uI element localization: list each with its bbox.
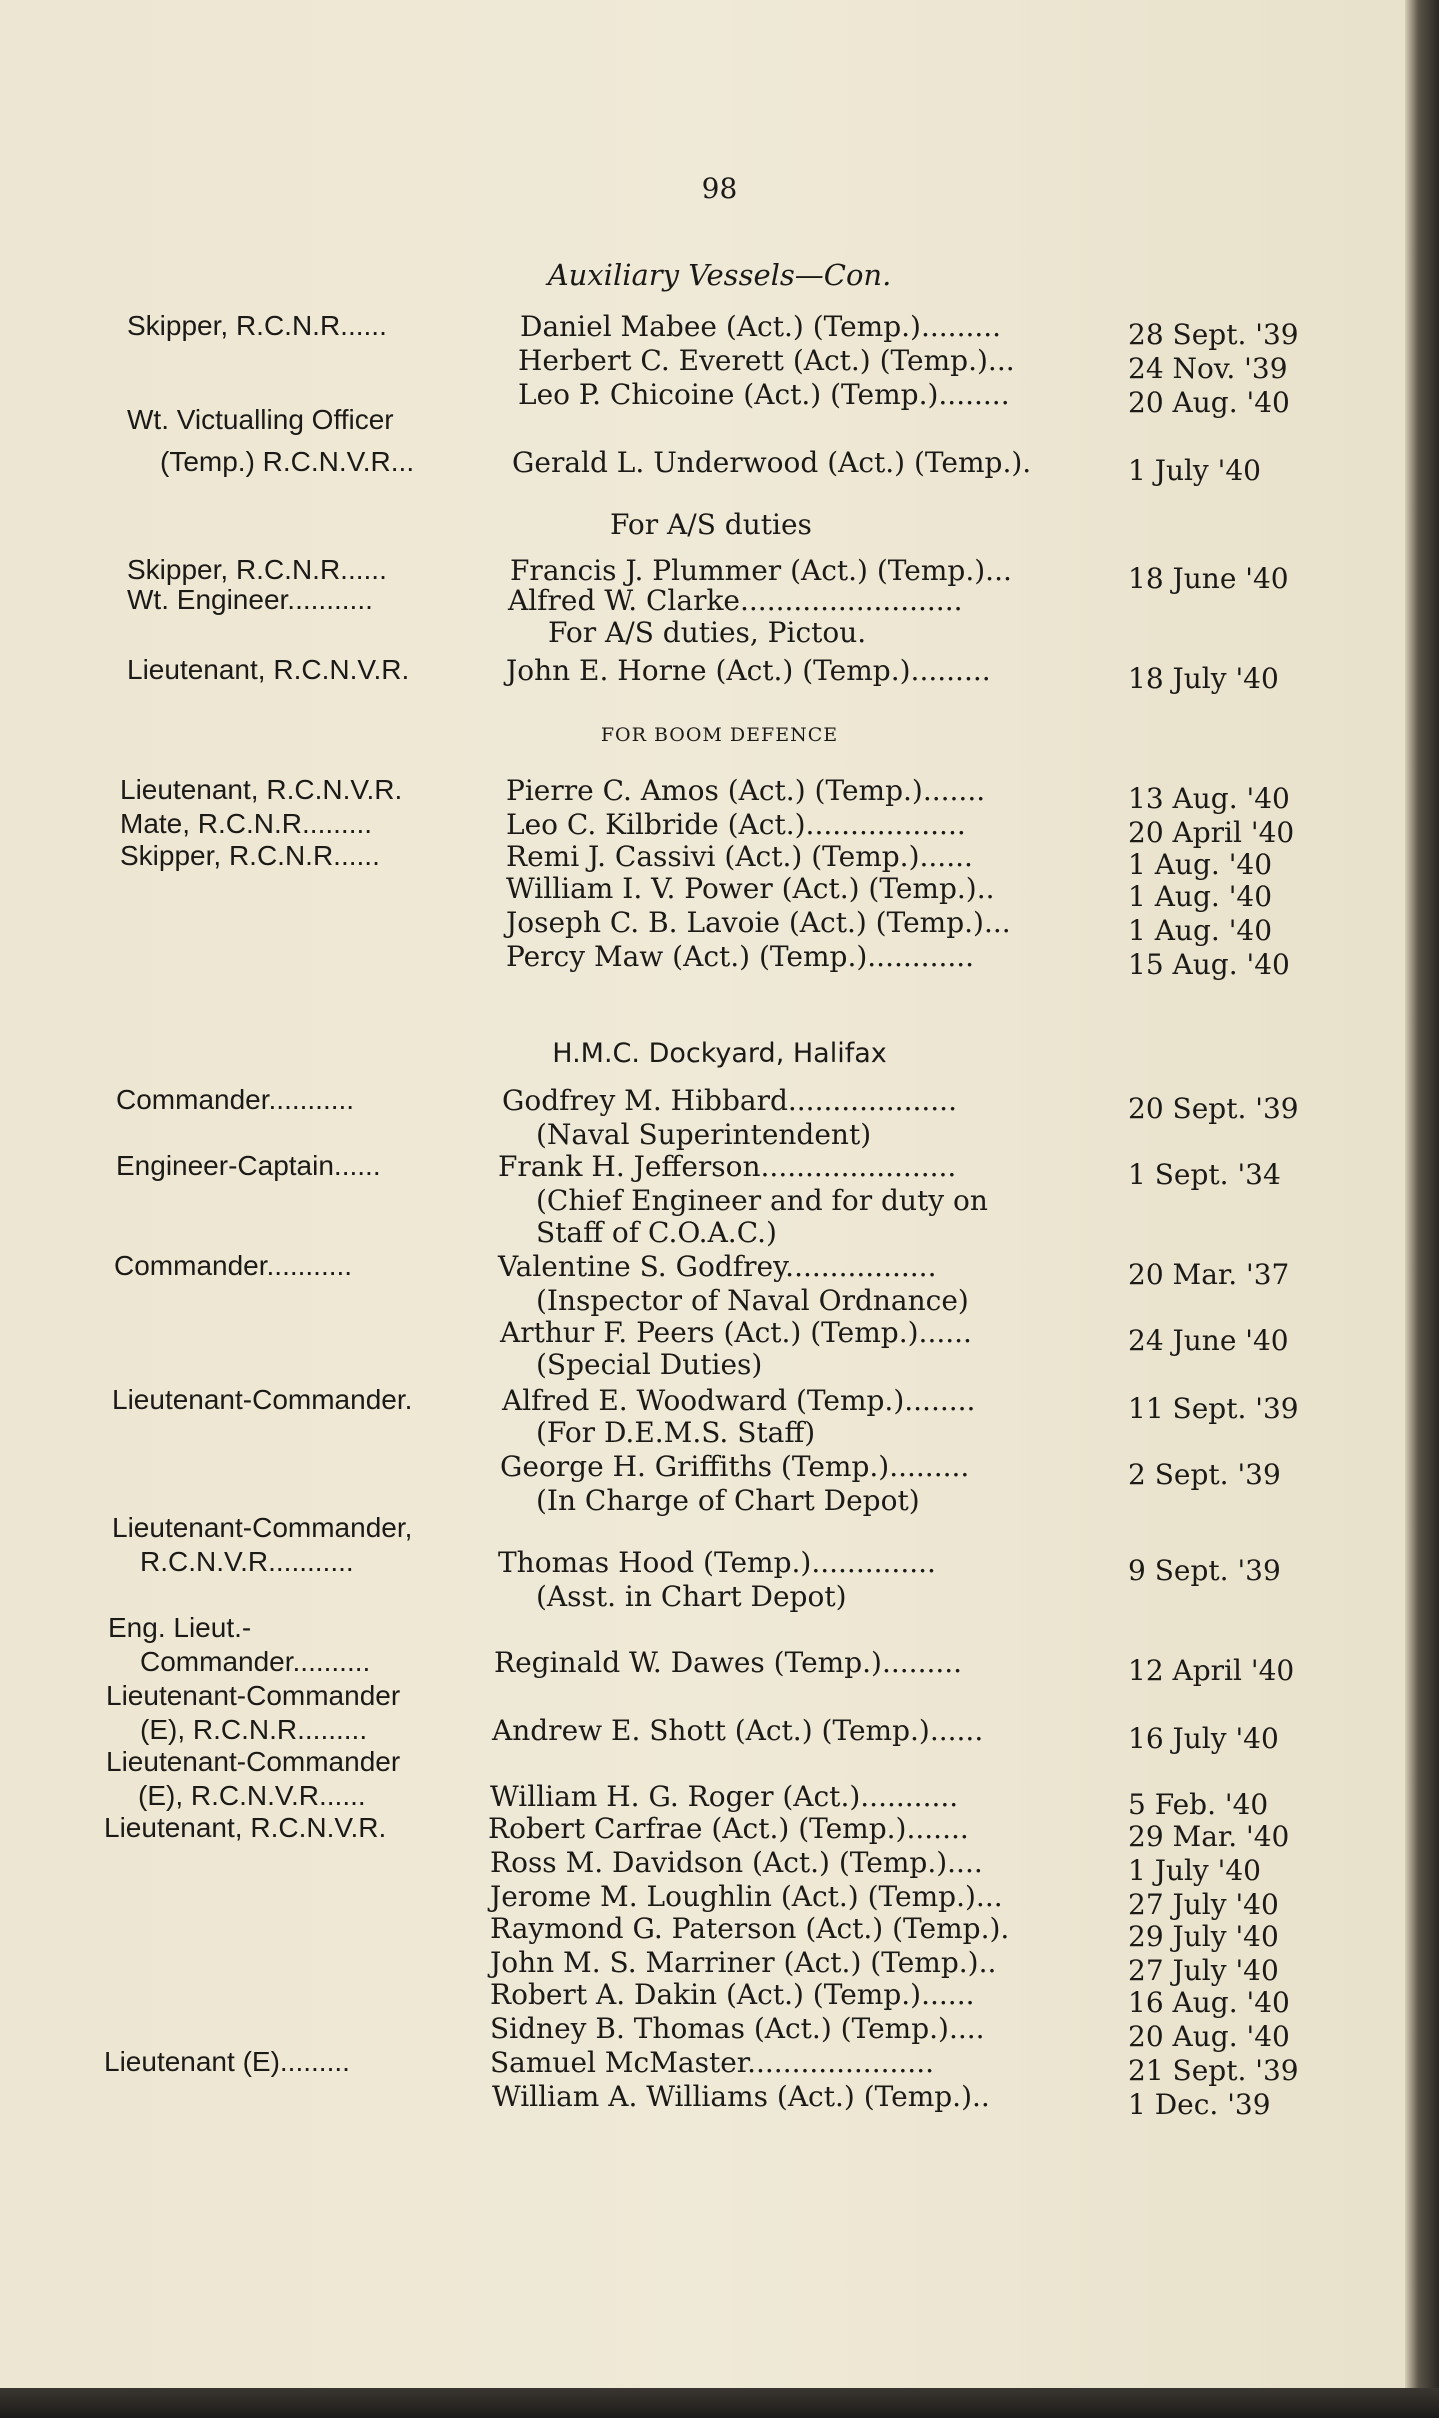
section-heading-auxiliary: Auxiliary Vessels—Con. (547, 258, 892, 292)
entry-name: (For D.E.M.S. Staff) (536, 1416, 816, 1449)
entry-name: Thomas Hood (Temp.).............. (498, 1546, 936, 1579)
entry-date: 11 Sept. '39 (1128, 1392, 1299, 1425)
entry-date: 29 July '40 (1128, 1920, 1279, 1953)
entry-name: Staff of C.O.A.C.) (536, 1216, 777, 1249)
scan-bottom-border (0, 2388, 1439, 2418)
entry-rank: (E), R.C.N.R......... (140, 1714, 368, 1745)
entry-name: Percy Maw (Act.) (Temp.)............ (506, 940, 975, 973)
entry-name: (In Charge of Chart Depot) (536, 1484, 920, 1517)
entry-rank: R.C.N.V.R........... (140, 1546, 354, 1577)
entry-name: Remi J. Cassivi (Act.) (Temp.)...... (506, 840, 973, 873)
section-heading-dockyard: H.M.C. Dockyard, Halifax (552, 1038, 887, 1069)
entry-date: 20 Sept. '39 (1128, 1092, 1299, 1125)
entry-name: Leo C. Kilbride (Act.).................. (506, 808, 966, 841)
entry-name: Godfrey M. Hibbard................... (502, 1084, 957, 1117)
entry-name: Alfred E. Woodward (Temp.)........ (502, 1384, 976, 1417)
entry-name: (Special Duties) (536, 1348, 763, 1381)
entry-rank: Lieutenant-Commander (106, 1680, 401, 1711)
section-heading-boom-defence: FOR BOOM DEFENCE (600, 724, 839, 746)
entry-rank: Mate, R.C.N.R......... (120, 808, 373, 839)
entry-date: 16 Aug. '40 (1128, 1986, 1290, 2019)
entry-date: 2 Sept. '39 (1128, 1458, 1281, 1491)
entry-name: Samuel McMaster..................... (490, 2046, 935, 2079)
entry-name: John M. S. Marriner (Act.) (Temp.).. (490, 1946, 997, 1979)
entry-name: Robert Carfrae (Act.) (Temp.)....... (488, 1812, 969, 1845)
entry-date: 21 Sept. '39 (1128, 2054, 1299, 2087)
entry-name: Gerald L. Underwood (Act.) (Temp.). (512, 446, 1032, 479)
entry-name: Daniel Mabee (Act.) (Temp.)......... (520, 310, 1002, 343)
entry-rank: Lieutenant, R.C.N.V.R. (104, 1812, 387, 1843)
entry-name: Ross M. Davidson (Act.) (Temp.).... (490, 1846, 983, 1879)
entry-date: 18 July '40 (1128, 662, 1279, 695)
page-number: 98 (701, 172, 738, 205)
entry-name: Valentine S. Godfrey................. (498, 1250, 937, 1283)
entry-rank: Lieutenant (E)......... (104, 2046, 350, 2077)
entry-date: 16 July '40 (1128, 1722, 1279, 1755)
entry-date: 1 Aug. '40 (1128, 880, 1273, 913)
entry-rank: Wt. Engineer........... (127, 584, 373, 615)
entry-name: William I. V. Power (Act.) (Temp.).. (506, 872, 995, 905)
entry-name: Reginald W. Dawes (Temp.)......... (494, 1646, 963, 1679)
entry-name: Herbert C. Everett (Act.) (Temp.)... (518, 344, 1015, 377)
entry-rank: Engineer-Captain...... (116, 1150, 381, 1181)
entry-name: Jerome M. Loughlin (Act.) (Temp.)... (490, 1880, 1003, 1913)
entry-name: William A. Williams (Act.) (Temp.).. (492, 2080, 990, 2113)
entry-rank: Skipper, R.C.N.R...... (120, 840, 380, 871)
entry-date: 1 Sept. '34 (1128, 1158, 1281, 1191)
entry-name: Raymond G. Paterson (Act.) (Temp.). (490, 1912, 1010, 1945)
entry-rank: (Temp.) R.C.N.V.R... (160, 446, 415, 477)
entry-date: 20 Aug. '40 (1128, 2020, 1290, 2053)
entry-rank: Lieutenant, R.C.N.V.R. (120, 774, 403, 805)
entry-date: 1 Aug. '40 (1128, 914, 1273, 947)
entry-date: 27 July '40 (1128, 1954, 1279, 1987)
entry-date: 1 Aug. '40 (1128, 848, 1273, 881)
entry-date: 12 April '40 (1128, 1654, 1295, 1687)
entry-name: Robert A. Dakin (Act.) (Temp.)...... (490, 1978, 975, 2011)
entry-rank: (E), R.C.N.V.R...... (138, 1780, 366, 1811)
entry-date: 29 Mar. '40 (1128, 1820, 1290, 1853)
entry-name: Andrew E. Shott (Act.) (Temp.)...... (492, 1714, 984, 1747)
entry-date: 15 Aug. '40 (1128, 948, 1290, 981)
entry-date: 5 Feb. '40 (1128, 1788, 1269, 1821)
subheading-as-duties: For A/S duties (610, 508, 812, 541)
entry-date: 1 Dec. '39 (1128, 2088, 1271, 2121)
entry-date: 1 July '40 (1128, 1854, 1261, 1887)
entry-date: 20 Aug. '40 (1128, 386, 1290, 419)
entry-name: William H. G. Roger (Act.)........... (490, 1780, 959, 1813)
entry-date: 27 July '40 (1128, 1888, 1279, 1921)
entry-date: 20 April '40 (1128, 816, 1295, 849)
entry-name: George H. Griffiths (Temp.)......... (500, 1450, 970, 1483)
entry-name: Joseph C. B. Lavoie (Act.) (Temp.)... (506, 906, 1011, 939)
entry-name: (Naval Superintendent) (536, 1118, 872, 1151)
entry-name: Sidney B. Thomas (Act.) (Temp.).... (490, 2012, 985, 2045)
entry-date: 18 June '40 (1128, 562, 1289, 595)
entry-name: (Inspector of Naval Ordnance) (536, 1284, 969, 1317)
entry-name: (Chief Engineer and for duty on (536, 1184, 988, 1217)
entry-name: John E. Horne (Act.) (Temp.)......... (506, 654, 991, 687)
entry-date: 28 Sept. '39 (1128, 318, 1299, 351)
entry-rank: Commander.......... (140, 1646, 371, 1677)
entry-rank: Lieutenant, R.C.N.V.R. (127, 654, 410, 685)
entry-rank: Commander........... (116, 1084, 355, 1115)
entry-rank: Wt. Victualling Officer (127, 404, 394, 435)
entry-name: Arthur F. Peers (Act.) (Temp.)...... (500, 1316, 972, 1349)
entry-name: Frank H. Jefferson...................... (498, 1150, 957, 1183)
entry-rank: Eng. Lieut.- (108, 1612, 252, 1643)
entry-date: 24 June '40 (1128, 1324, 1289, 1357)
entry-rank: Lieutenant-Commander (106, 1746, 401, 1777)
entry-name: Leo P. Chicoine (Act.) (Temp.)........ (518, 378, 1010, 411)
entry-rank: Skipper, R.C.N.R...... (127, 554, 387, 585)
entry-name: Pierre C. Amos (Act.) (Temp.)....... (506, 774, 986, 807)
entry-name: (Asst. in Chart Depot) (536, 1580, 847, 1613)
entry-date: 13 Aug. '40 (1128, 782, 1290, 815)
entry-date: 9 Sept. '39 (1128, 1554, 1281, 1587)
entry-name: Alfred W. Clarke......................... (508, 584, 963, 617)
entry-rank: Lieutenant-Commander, (112, 1512, 413, 1543)
entry-date: 20 Mar. '37 (1128, 1258, 1290, 1291)
entry-name: For A/S duties, Pictou. (548, 616, 867, 649)
page-edge-shadow (1405, 0, 1439, 2418)
entry-rank: Lieutenant-Commander. (112, 1384, 413, 1415)
entry-rank: Commander........... (114, 1250, 353, 1281)
entry-date: 24 Nov. '39 (1128, 352, 1288, 385)
entry-date: 1 July '40 (1128, 454, 1261, 487)
entry-name: Francis J. Plummer (Act.) (Temp.)... (510, 554, 1012, 587)
entry-rank: Skipper, R.C.N.R...... (127, 310, 387, 341)
